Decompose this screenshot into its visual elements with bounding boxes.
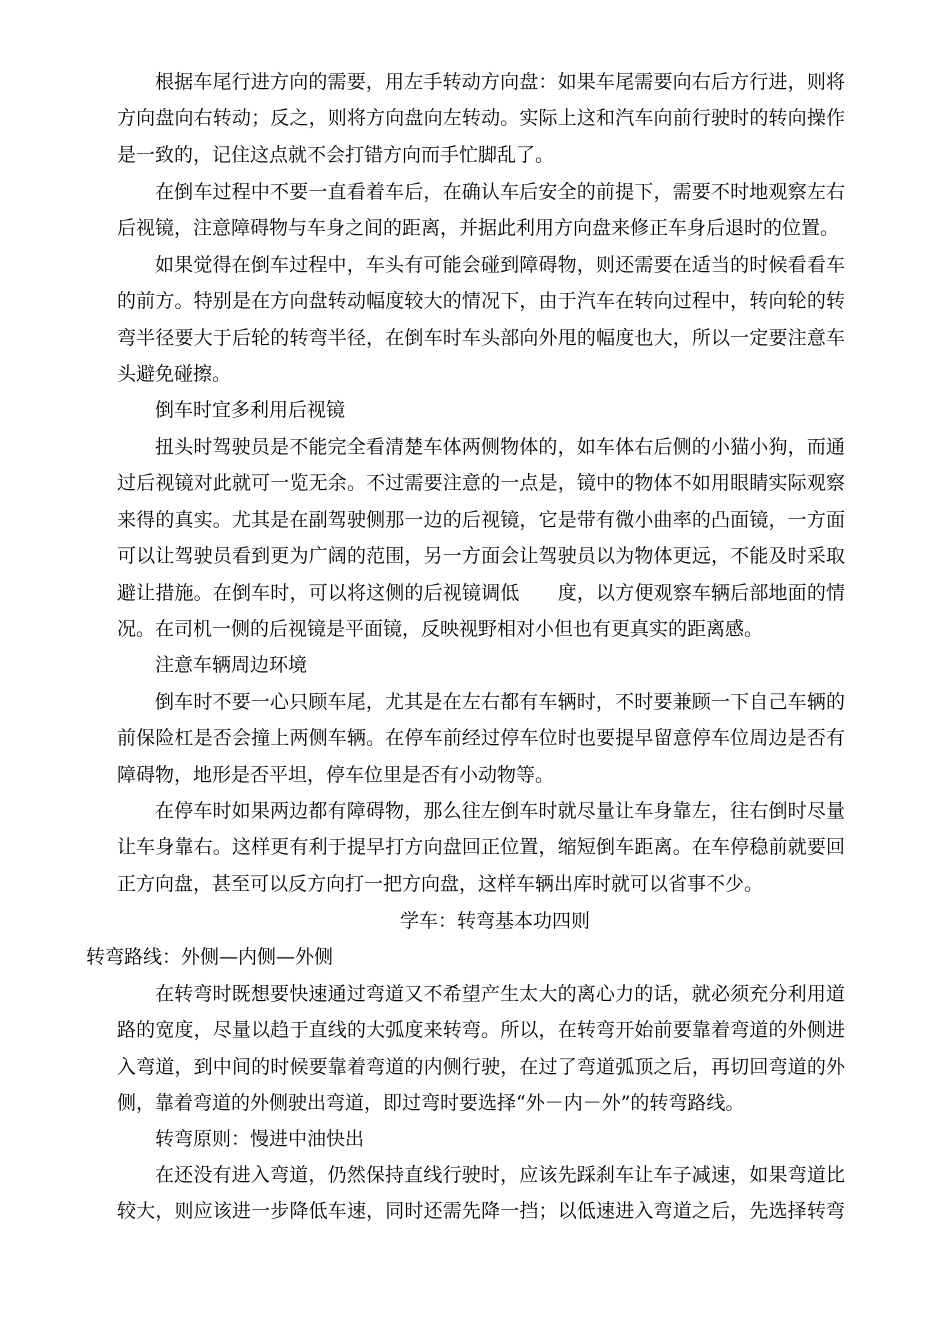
heading-surroundings: 注意车辆周边环境 — [155, 654, 308, 676]
paragraph-watch-front: 如果觉得在倒车过程中，车头有可能会碰到障碍物，则还需要在适当的时候看看车的前方。特别是在方向盘转动幅度较大的情况下，由于汽车在转向过程中，转向轮的转弯半径要大于后轮的转弯半径，在倒车时车头部向外甩的幅度也大，所以一定要注意车头避免碰擦。 — [117, 254, 845, 386]
paragraph-turning-route: 在转弯时既想要快速通过弯道又不希望产生太大的离心力的话，就必须充分利用道路的宽度，尽量以趋于直线的大弧度来转弯。所以，在转弯开始前要靠着弯道的外侧进入弯道，到中间的时候要靠着弯道的内侧行驶，在过了弯道弧顶之后，再切回弯道的外侧，靠着弯道的外侧驶出弯道，即过弯时要选择“外－内－外”的转弯路线。 — [117, 983, 845, 1115]
paragraph-mirror-details: 扭头时驾驶员是不能完全看清楚车体两侧物体的，如车体右后侧的小猫小狗，而通过后视镜对此就可一览无余。不过需要注意的一点是，镜中的物体不如用眼睛实际观察来得的真实。尤其是在副驾驶侧那一边的后视镜，它是带有微小曲率的凸面镜，一方面可以让驾驶员看到更为广阔的范围，另一方面会让驾驶员以为物体更远，不能及时采取避让措施。在倒车时，可以将这侧的后视镜调低 度，以方便观察车辆后部地面的情况。在司机一侧的后视镜是平面镜，反映视野相对小但也有更真实的距离感。 — [117, 436, 845, 641]
heading-turning-route: 转弯路线：外侧—内侧—外侧 — [86, 946, 334, 968]
paragraph-obstacles-both-sides: 在停车时如果两边都有障碍物，那么往左倒车时就尽量让车身靠左，往右倒时尽量让车身靠右。这样更有利于提早打方向盘回正位置，缩短倒车距离。在车停稳前就要回正方向盘，甚至可以反方向打一把方向盘，这样车辆出库时就可以省事不少。 — [117, 800, 845, 895]
heading-turning-principle: 转弯原则：慢进中油快出 — [155, 1128, 365, 1150]
paragraph-reverse-steering: 根据车尾行进方向的需要，用左手转动方向盘：如果车尾需要向右后方行进，则将方向盘向右转动；反之，则将方向盘向左转动。实际上这和汽车向前行驶时的转向操作是一致的，记住这点就不会打错方向而手忙脚乱了。 — [117, 71, 845, 166]
heading-use-mirrors: 倒车时宜多利用后视镜 — [155, 399, 346, 421]
paragraph-turning-principle: 在还没有进入弯道，仍然保持直线行驶时，应该先踩刹车让车子减速，如果弯道比较大，则应该进一步降低车速，同时还需先降一挡；以低速进入弯道之后，先选择转弯 — [117, 1164, 845, 1223]
paragraph-watch-mirrors: 在倒车过程中不要一直看着车后，在确认车后安全的前提下，需要不时地观察左右后视镜，注意障碍物与车身之间的距离，并据此利用方向盘来修正车身后退时的位置。 — [117, 181, 845, 240]
section-title-turning: 学车：转弯基本功四则 — [399, 910, 590, 932]
paragraph-surroundings: 倒车时不要一心只顾车尾，尤其是在左右都有车辆时，不时要兼顾一下自己车辆的前保险杠是否会撞上两侧车辆。在停车前经过停车位时也要提早留意停车位周边是否有障碍物，地形是否平坦，停车位里是否有小动物等。 — [117, 691, 845, 786]
